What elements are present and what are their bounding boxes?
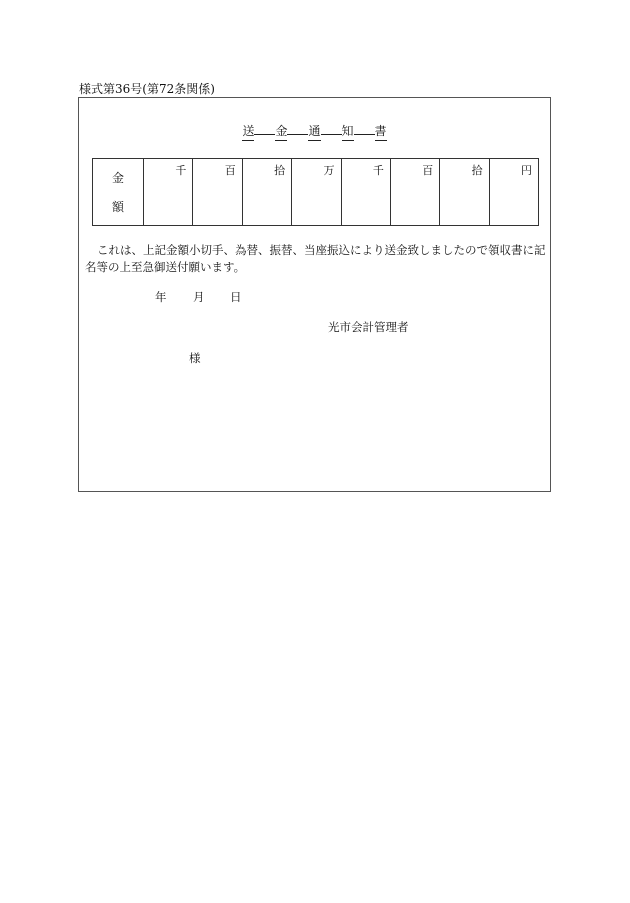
amount-label-bottom: 額 (111, 200, 124, 214)
title-spacer (287, 133, 308, 135)
digit-unit-label: 百 (224, 164, 236, 177)
document-title (79, 122, 550, 141)
title-spacer (354, 133, 375, 135)
title-char: 通 (308, 122, 320, 141)
addressee-suffix: 様 (189, 351, 201, 365)
digit-unit-label: 百 (422, 164, 434, 177)
date-day-label: 日 (230, 290, 242, 304)
digit-cell-yen[interactable] (489, 159, 538, 226)
title-char: 知 (342, 122, 354, 141)
digit-unit-label: 拾 (274, 164, 286, 177)
digit-cell-ten-thousands[interactable] (292, 159, 341, 226)
date-year-label: 年 (155, 290, 167, 304)
issuer-name: 光市会計管理者 (328, 320, 409, 334)
title-char: 書 (375, 122, 387, 141)
title-spacer (254, 133, 275, 135)
amount-row (93, 159, 539, 226)
digit-unit-label: 千 (175, 164, 187, 177)
digit-cell-tens-low[interactable] (440, 159, 489, 226)
digit-unit-label: 円 (521, 164, 532, 177)
amount-table (92, 158, 539, 226)
digit-unit-label: 拾 (471, 164, 483, 177)
form-number: 様式第36号(第72条関係) (79, 82, 215, 96)
digit-unit-label: 万 (323, 164, 335, 177)
title-spacer (321, 133, 342, 135)
remittance-notice-form (78, 97, 551, 492)
date-month-label: 月 (193, 290, 205, 304)
digit-cell-thousands[interactable] (144, 159, 193, 226)
date-line (155, 289, 242, 305)
digit-unit-label: 千 (372, 164, 384, 177)
notice-text: これは、上記金額小切手、為替、振替、当座振込により送金致しましたので領収書に記名等の上至急御送付願います。 (85, 243, 546, 274)
digit-cell-thousands-low[interactable] (341, 159, 390, 226)
amount-label-cell (93, 159, 144, 226)
title-char: 送 (242, 122, 254, 141)
digit-cell-hundreds[interactable] (193, 159, 242, 226)
digit-cell-tens[interactable] (242, 159, 291, 226)
amount-label-top: 金 (111, 171, 124, 185)
title-char: 金 (275, 122, 287, 141)
digit-cell-hundreds-low[interactable] (390, 159, 439, 226)
